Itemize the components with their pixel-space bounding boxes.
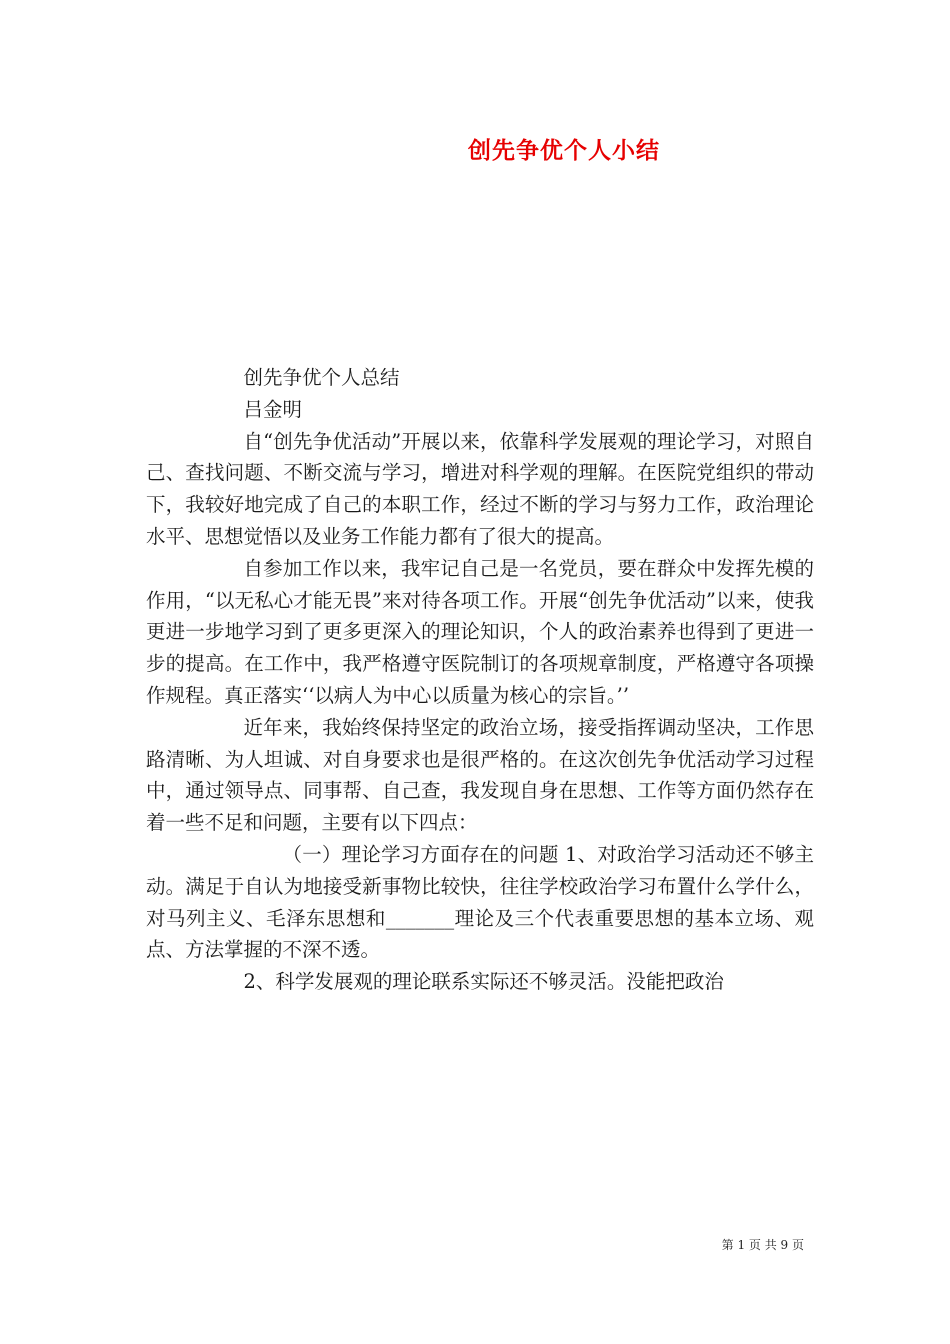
document-body [146, 362, 814, 998]
page-title: 创先争优个人小结 [468, 137, 660, 164]
document-heading: 创先争优个人总结 [243, 366, 400, 389]
page-number: 第 1 页 共 9 页 [721, 1238, 804, 1252]
paragraph-4: （一）理论学习方面存在的问题 1、对政治学习活动还不够主动。满足于自认为地接受新事物比较快，往往学校政治学习布置什么学什么，对马列主义、毛泽东思想和_______理论及三个代表重要思想的基本立场、观点、方法掌握的不深不透。 [146, 842, 814, 962]
document-author: 吕金明 [243, 397, 303, 421]
paragraph-5: 2、科学发展观的理论联系实际还不够灵活。没能把政治 [243, 970, 724, 994]
paragraph-2: 自参加工作以来，我牢记自己是一名党员，要在群众中发挥先模的作用，“以无私心才能无畏”来对待各项工作。开展“创先争优活动”以来，使我更进一步地学习到了更多更深入的理论知识，个人的政治素养也得到了更进一步的提高。在工作中，我严格遵守医院制订的各项规章制度，严格遵守各项操作规程。真正落实‘‘以病人为中心以质量为核心的宗旨。’’ [146, 556, 814, 707]
paragraph-3: 近年来，我始终保持坚定的政治立场，接受指挥调动坚决，工作思路清晰、为人坦诚、对自身要求也是很严格的。在这次创先争优活动学习过程中，通过领导点、同事帮、自己查，我发现自身在思想、工作等方面仍然存在着一些不足和问题，主要有以下四点： [146, 715, 814, 835]
paragraph-1: 自“创先争优活动”开展以来，依靠科学发展观的理论学习，对照自己、查找问题、不断交流与学习，增进对科学观的理解。在医院党组织的带动下，我较好地完成了自己的本职工作，经过不断的学习与努力工作，政治理论水平、思想觉悟以及业务工作能力都有了很大的提高。 [146, 429, 814, 548]
